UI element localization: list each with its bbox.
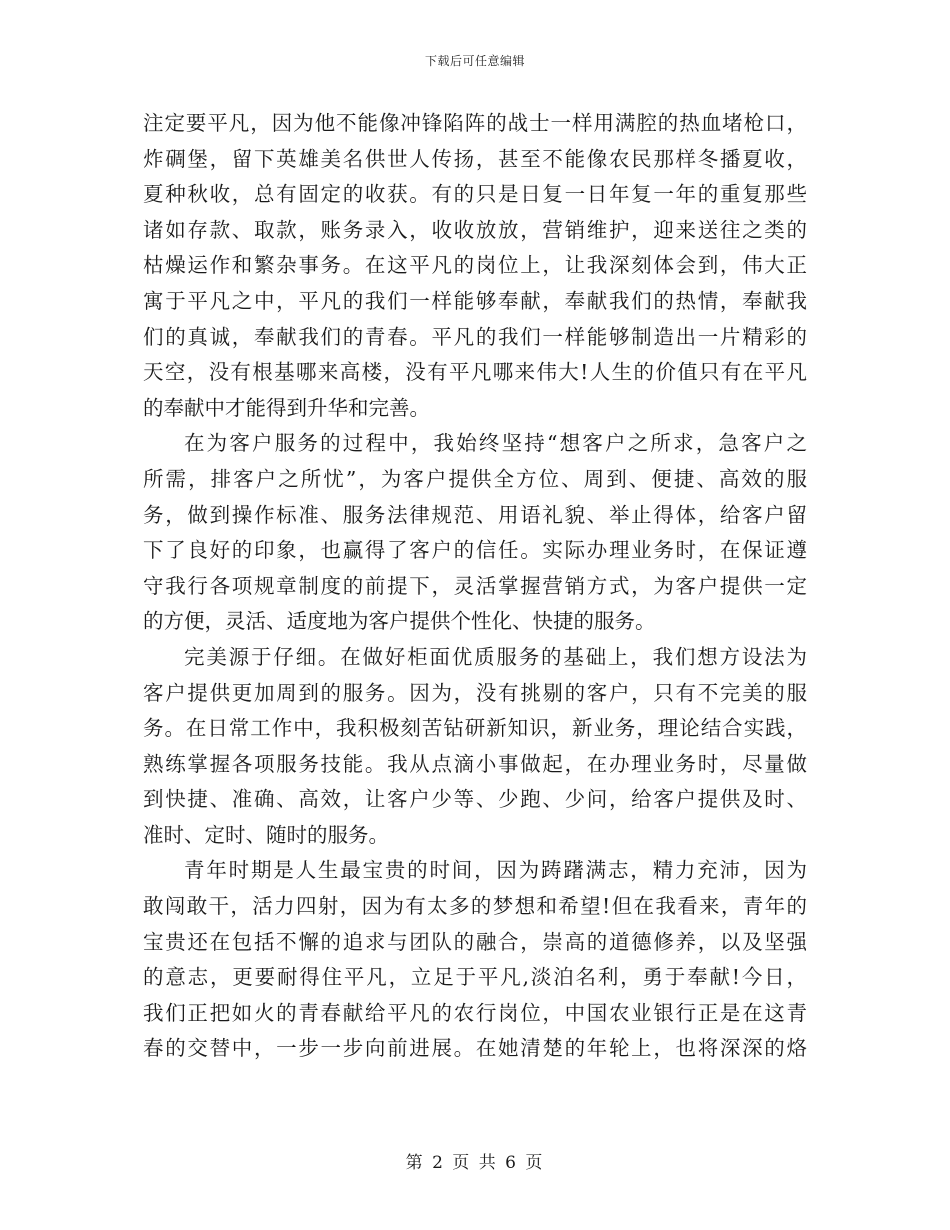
text-line: 炸碉堡，留下英雄美名供世人传扬，甚至不能像农民那样冬播夏收，: [143, 146, 807, 171]
text-line: 的方便，灵活、适度地为客户提供个性化、快捷的服务。: [143, 609, 656, 634]
paragraph: [143, 640, 807, 854]
text-line: 所需，排客户之所忧”，为客户提供全方位、周到、便捷、高效的服: [143, 466, 807, 491]
text-line: 诸如存款、取款，账务录入，收收放放，营销维护，迎来送往之类的: [143, 217, 807, 242]
text-line: 守我行各项规章制度的前提下，灵活掌握营销方式，为客户提供一定: [143, 573, 807, 598]
page-footer: 第 2 页 共 6 页: [405, 1153, 545, 1173]
text-line: 宝贵还在包括不懈的追求与团队的融合，崇高的道德修养，以及坚强: [143, 929, 807, 954]
text-line: 枯燥运作和繁杂事务。在这平凡的岗位上，让我深刻体会到，伟大正: [143, 253, 807, 278]
text-line: 到快捷、准确、高效，让客户少等、少跑、少问，给客户提供及时、: [143, 787, 807, 812]
text-line: 的奉献中才能得到升华和完善。: [143, 395, 430, 420]
text-line: 天空，没有根基哪来高楼，没有平凡哪来伟大!人生的价值只有在平凡: [143, 360, 807, 385]
paragraph: [143, 853, 807, 1067]
text-line: 下了良好的印象，也赢得了客户的信任。实际办理业务时，在保证遵: [143, 538, 807, 563]
text-line: 务。在日常工作中，我积极刻苦钻研新知识，新业务，理论结合实践，: [143, 716, 807, 741]
text-line: 在为客户服务的过程中，我始终坚持“想客户之所求，急客户之: [184, 431, 807, 456]
text-line: 注定要平凡，因为他不能像冲锋陷阵的战士一样用满腔的热血堵枪口，: [143, 111, 807, 135]
text-line: 我们正把如火的青春献给平凡的农行岗位，中国农业银行正是在这青: [143, 1000, 807, 1025]
document-body: [143, 106, 807, 1067]
text-line: 青年时期是人生最宝贵的时间，因为踌躇满志，精力充沛，因为: [184, 858, 807, 883]
text-line: 们的真诚，奉献我们的青春。平凡的我们一样能够制造出一片精彩的: [143, 324, 807, 349]
text-line: 的意志，更要耐得住平凡，立足于平凡,淡泊名利，勇于奉献!今日，: [143, 965, 807, 990]
paragraph: [143, 106, 807, 426]
text-line: 准时、定时、随时的服务。: [143, 822, 389, 847]
text-line: 熟练掌握各项服务技能。我从点滴小事做起，在办理业务时，尽量做: [143, 751, 807, 776]
text-line: 务，做到操作标准、服务法律规范、用语礼貌、举止得体，给客户留: [143, 502, 807, 527]
paragraph: [143, 426, 807, 640]
text-line: 寓于平凡之中，平凡的我们一样能够奉献，奉献我们的热情，奉献我: [143, 288, 807, 313]
text-line: 春的交替中，一步一步向前进展。在她清楚的年轮上，也将深深的烙: [143, 1036, 807, 1061]
text-line: 夏种秋收，总有固定的收获。有的只是日复一日年复一年的重复那些: [143, 182, 807, 207]
text-line: 客户提供更加周到的服务。因为，没有挑剔的客户，只有不完美的服: [143, 680, 807, 705]
text-line: 完美源于仔细。在做好柜面优质服务的基础上，我们想方设法为: [184, 644, 807, 669]
page-header: 下载后可任意编辑: [424, 54, 525, 68]
text-line: 敢闯敢干，活力四射，因为有太多的梦想和希望!但在我看来，青年的: [143, 894, 807, 919]
